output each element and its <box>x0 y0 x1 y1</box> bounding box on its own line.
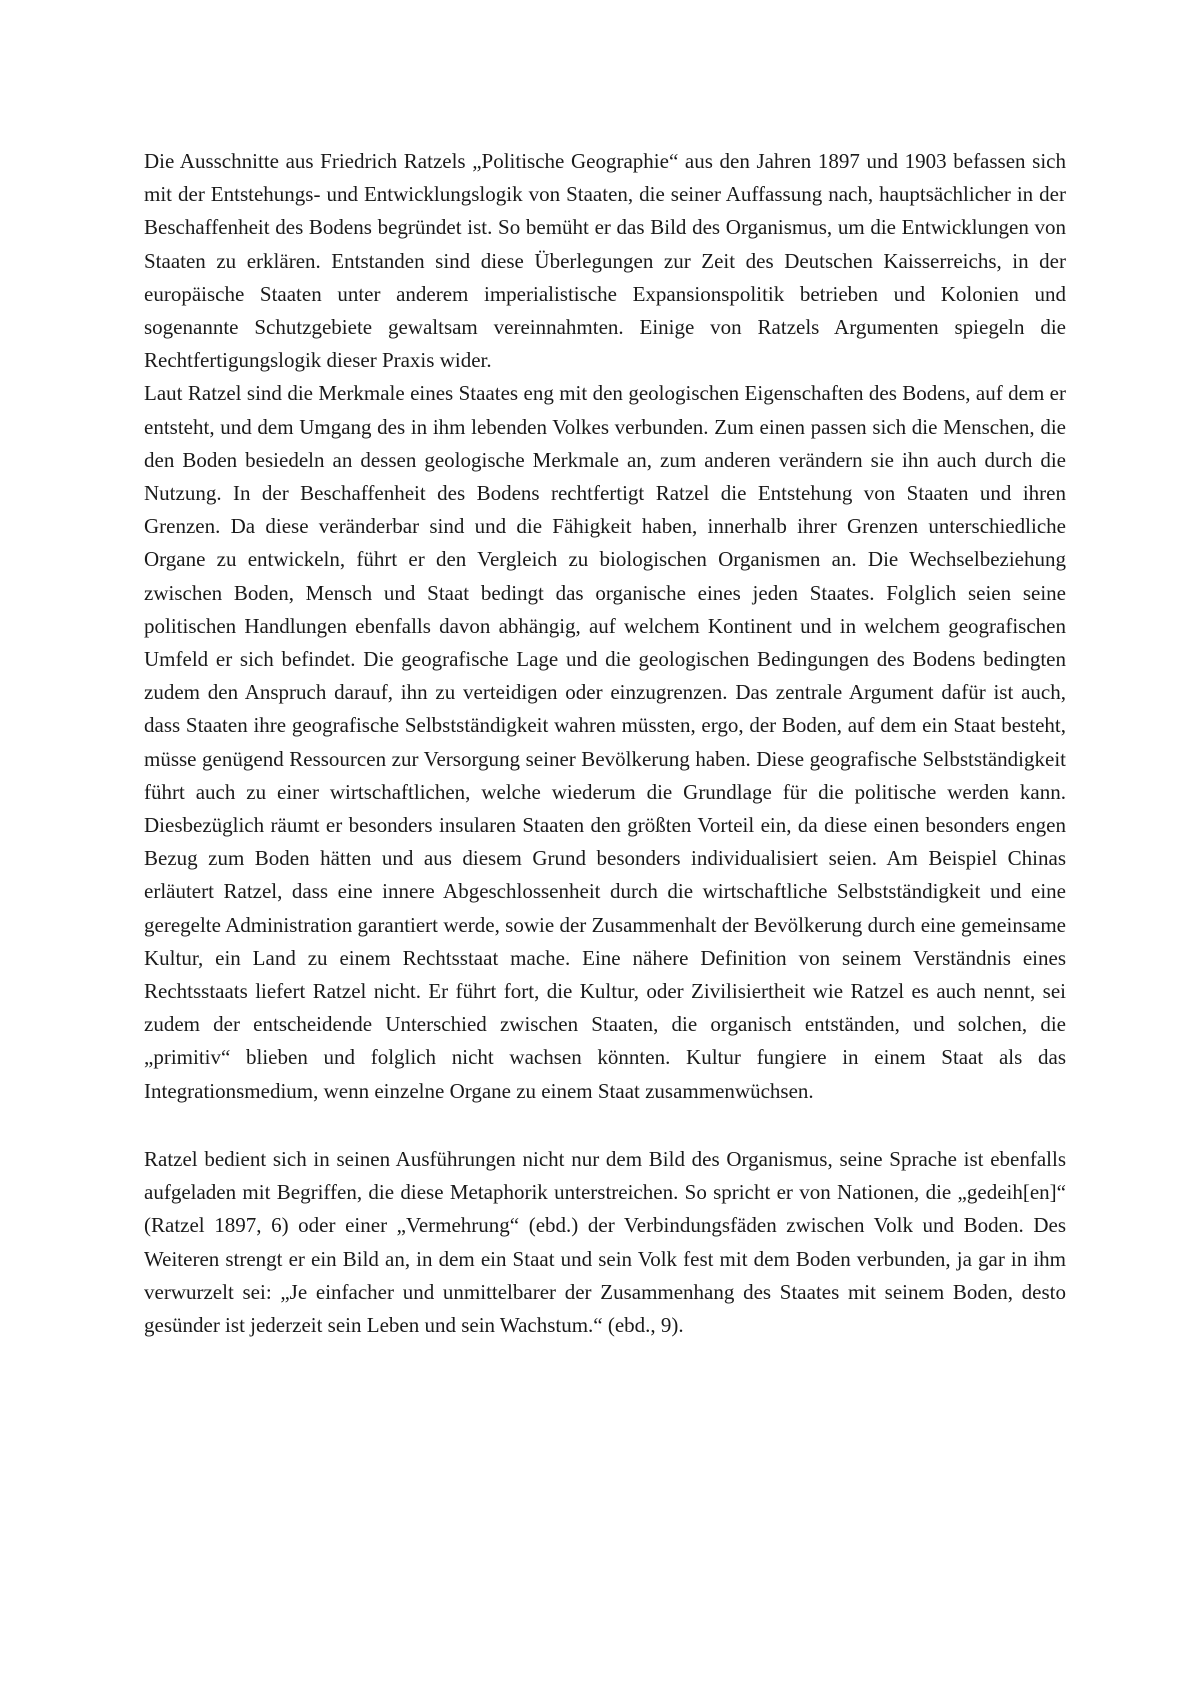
document-page <box>144 145 1066 1342</box>
paragraph-gap <box>144 1108 1066 1143</box>
paragraph-ratzel-state-theory: Laut Ratzel sind die Merkmale eines Staates eng mit den geologischen Eigenschaften des Bodens, auf dem er entsteht, und dem Umgang des in ihm lebenden Volkes verbunden. Zum einen passen sich die Menschen, die den Boden besiedeln an dessen geologische Merkmale an, zum anderen verändern sie ihn auch durch die Nutzung. In der Beschaffenheit des Bodens rechtfertigt Ratzel die Entstehung von Staaten und ihren Grenzen. Da diese veränderbar sind und die Fähigkeit haben, innerhalb ihrer Grenzen unterschiedliche Organe zu entwickeln, führt er den Vergleich zu biologischen Organismen an. Die Wechselbeziehung zwischen Boden, Mensch und Staat bedingt das organische eines jeden Staates. Folglich seien seine politischen Handlungen ebenfalls davon abhängig, auf welchem Kontinent und in welchem geografischen Umfeld er sich befindet. Die geografische Lage und die geologischen Bedingungen des Bodens bedingten zudem den Anspruch darauf, ihn zu verteidigen oder einzugrenzen. Das zentrale Argument dafür ist auch, dass Staaten ihre geografische Selbstständigkeit wahren müssten, ergo, der Boden, auf dem ein Staat besteht, müsse genügend Ressourcen zur Versorgung seiner Bevölkerung haben. Diese geografische Selbstständigkeit führt auch zu einer wirtschaftlichen, welche wiederum die Grundlage für die politische werden kann. Diesbezüglich räumt er besonders insularen Staaten den größten Vorteil ein, da diese einen besonders engen Bezug zum Boden hätten und aus diesem Grund besonders individualisiert seien. Am Beispiel Chinas erläutert Ratzel, dass eine innere Abgeschlossenheit durch die wirtschaftliche Selbstständigkeit und eine geregelte Administration garantiert werde, sowie der Zusammenhalt der Bevölkerung durch eine gemeinsame Kultur, ein Land zu einem Rechtsstaat mache. Eine nähere Definition von seinem Verständnis eines Rechtsstaats liefert Ratzel nicht. Er führt fort, die Kultur, oder Zivilisiertheit wie Ratzel es auch nennt, sei zudem der entscheidende Unterschied zwischen Staaten, die organisch entständen, und solchen, die „primitiv“ blieben und folglich nicht wachsen könnten. Kultur fungiere in einem Staat als das Integrationsmedium, wenn einzelne Organe zu einem Staat zusammenwüchsen. <box>144 381 1066 1103</box>
paragraph-intro: Die Ausschnitte aus Friedrich Ratzels „Politische Geographie“ aus den Jahren 1897 und 1903 befassen sich mit der Entstehungs- und Entwicklungslogik von Staaten, die seiner Auffassung nach, hauptsächlicher in der Beschaffenheit des Bodens begründet ist. So bemüht er das Bild des Organismus, um die Entwicklungen von Staaten zu erklären. Entstanden sind diese Überlegungen zur Zeit des Deutschen Kaisserreichs, in der europäische Staaten unter anderem imperialistische Expansionspolitik betrieben und Kolonien und sogenannte Schutzgebiete gewaltsam vereinnahmten. Einige von Ratzels Argumenten spiegeln die Rechtfertigungslogik dieser Praxis wider. <box>144 149 1066 373</box>
paragraph-organism-metaphor: Ratzel bedient sich in seinen Ausführungen nicht nur dem Bild des Organismus, seine Sprache ist ebenfalls aufgeladen mit Begriffen, die diese Metaphorik unterstreichen. So spricht er von Nationen, die „gedeih[en]“ (Ratzel 1897, 6) oder einer „Vermehrung“ (ebd.) der Verbindungsfäden zwischen Volk und Boden. Des Weiteren strengt er ein Bild an, in dem ein Staat und sein Volk fest mit dem Boden verbunden, ja gar in ihm verwurzelt sei: „Je einfacher und unmittelbarer der Zusammenhang des Staates mit seinem Boden, desto gesünder ist jederzeit sein Leben und sein Wachstum.“ (ebd., 9). <box>144 1146 1066 1337</box>
